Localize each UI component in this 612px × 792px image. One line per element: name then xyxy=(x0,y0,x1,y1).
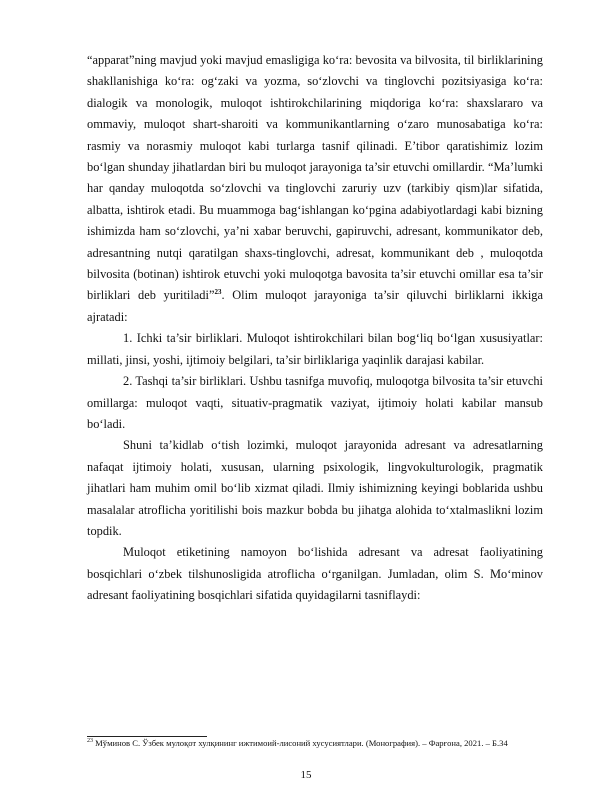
page-number: 15 xyxy=(300,769,312,781)
footnote xyxy=(87,738,543,749)
footnote-text: Мўминов С. Ўзбек мулоқот хулқининг ижтимоий-лисоний хусусиятлари. (Монография). – Фарғона, 2021. – Б.34 xyxy=(93,738,508,748)
footnote-reference: 23 xyxy=(214,288,222,297)
footnote-mark: 23 xyxy=(87,738,93,745)
footnote-divider xyxy=(87,736,207,737)
paragraph-1-text: “apparat”ning mavjud yoki mavjud emasligiga ko‘ra: bevosita va bilvosita, til birliklarining shakllanishiga ko‘ra: og‘zaki va yozma, so‘zlovchi va tinglovchi pozitsiyasiga ko‘ra: dialogik va monologik, muloqot ishtirokchilarining miqdoriga ko‘ra: shaxslararo va ommaviy, muloqot shart-sharoiti va kommunikantlarning o‘zaro munosabatiga ko‘ra: rasmiy va norasmiy muloqot kabi turlarga tasnif qilinadi. E’tibor qaratishimiz lozim bo‘lgan shunday jihatlardan biri bu muloqot jarayoniga ta’sir etuvchi omillardir. “Ma’lumki har qanday muloqotda so‘zlovchi va tinglovchi zaruriy uzv (tarkibiy qism)lar sifatida, albatta, ishtirok etadi. Bu muammoga bag‘ishlangan ko‘pgina adabiyotlardagi kabi bizning ishimizda ham so‘zlovchi, ya’ni xabar beruvchi, gapiruvchi, adresant, kommunikator deb, adresantning nutqi qaratilgan shaxs-tinglovchi, adresat, kommunikant deb , muloqotda bilvosita (botinan) ishtirok etuvchi yoki muloqotga bavosita ta’sir etuvchi omillar esa ta’sir birliklari deb yuritiladi” xyxy=(87,53,543,303)
page-body xyxy=(87,50,543,607)
paragraph-1 xyxy=(87,50,543,328)
list-item-2: 2. Tashqi ta’sir birliklari. Ushbu tasnifga muvofiq, muloqotga bilvosita ta’sir etuvchi omillarga: muloqot vaqti, situativ-pragmatik vaziyat, ijtimoiy holati kabilar mansub bo‘ladi. xyxy=(87,374,543,431)
list-item-1: 1. Ichki ta’sir birliklari. Muloqot ishtirokchilari bilan bog‘liq bo‘lgan xususiyatlar: millati, jinsi, yoshi, ijtimoiy belgilari, ta’sir birliklariga yaqinlik darajasi kabilar. xyxy=(87,331,543,367)
paragraph-3: Muloqot etiketining namoyon bo‘lishida adresant va adresat faoliyatining bosqichlari o‘zbek tilshunosligida atroflicha o‘rganilgan. Jumladan, olim S. Mo‘minov adresant faoliyatining bosqichlari sifatida quyidagilarni tasniflaydi: xyxy=(87,545,543,603)
paragraph-1-tail: . Olim muloqot jarayoniga ta’sir qiluvchi birliklarni ikkiga ajratadi: xyxy=(87,288,543,324)
paragraph-2: Shuni ta’kidlab o‘tish lozimki, muloqot jarayonida adresant va adresatlarning nafaqat ijtimoiy holati, xususan, ularning psixologik, lingvokulturologik, pragmatik jihatlari ham muhim omil bo‘lib xizmat qiladi. Ilmiy ishimizning keyingi boblarida ushbu masalalar atroflicha yoritilishi bois mazkur bobda bu jihatga alohida to‘xtalmaslikni lozim topdik. xyxy=(87,438,543,538)
